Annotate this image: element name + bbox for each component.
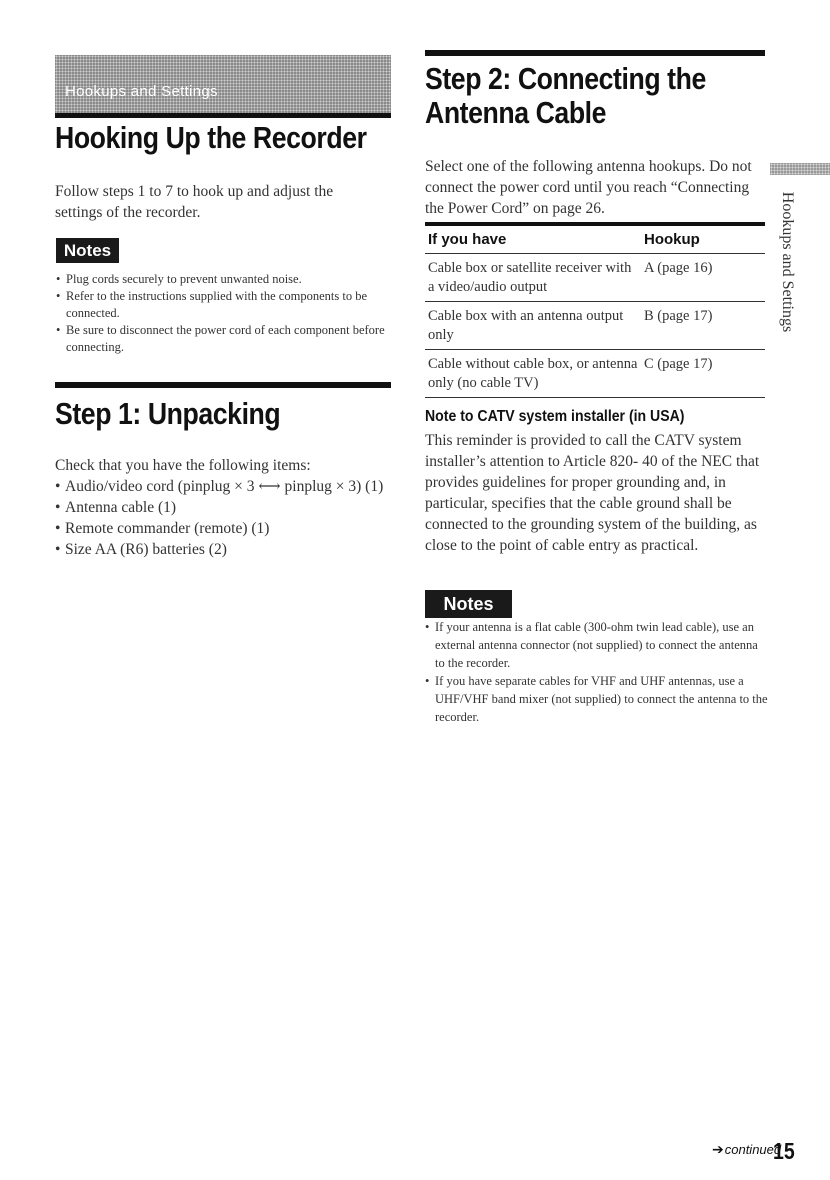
hooking-title: Hooking Up the Recorder (55, 120, 367, 155)
list-item: • Remote commander (remote) (1) (55, 518, 385, 539)
step2-notes-list (425, 618, 770, 726)
list-item: • Refer to the instructions supplied with the components to be connected. (56, 288, 396, 322)
list-item: • If your antenna is a flat cable (300-ohm twin lead cable), use an external antenna connector (not supplied) to connect the antenna to the recorder. (425, 618, 770, 672)
table-cell: A (page 16) (641, 254, 765, 302)
step1-intro: Check that you have the following items: (55, 457, 311, 474)
notes-badge: Notes (56, 238, 119, 263)
continued-label: continued (724, 1142, 782, 1157)
continued-indicator (712, 1141, 781, 1158)
table-header-cell: If you have (425, 224, 641, 254)
table-cell: Cable box with an antenna output only (425, 302, 641, 350)
table-header-cell: Hookup (641, 224, 765, 254)
table-cell: B (page 17) (641, 302, 765, 350)
page-number: 15 (773, 1138, 795, 1164)
side-tab-marker (770, 163, 830, 175)
step2-intro: Select one of the following antenna hookups. Do not connect the power cord until you reach “Connecting the Power Cord” on page 26. (425, 158, 752, 217)
catv-note-text: This reminder is provided to call the CATV system installer’s attention to Article 820- 40 of the NEC that provides guidelines for proper grounding and, in particular, specifies that the cable ground shall be connected to the grounding system of the building, as close to the point of cable entry as practical. (425, 432, 760, 554)
list-item: • Plug cords securely to prevent unwanted noise. (56, 271, 396, 288)
catv-note-heading: Note to CATV system installer (in USA) (425, 408, 685, 425)
side-tab-label: Hookups and Settings (779, 191, 796, 333)
hooking-intro: Follow steps 1 to 7 to hook up and adjust the settings of the recorder. (55, 183, 334, 221)
section-tab-rule (55, 113, 391, 118)
list-item: • Audio/video cord (pinplug × 3 ⟷ pinplug × 3) (1) (55, 476, 385, 497)
notes-badge: Notes (425, 590, 512, 618)
hookup-table (425, 222, 765, 398)
arrow-right-icon: ➔ (712, 1141, 724, 1157)
list-item: • Size AA (R6) batteries (2) (55, 539, 385, 560)
section-tab-label: Hookups and Settings (65, 83, 218, 100)
table-cell: Cable without cable box, or antenna only (no cable TV) (425, 350, 641, 398)
table-row (425, 350, 765, 398)
table-row (425, 302, 765, 350)
list-item: • Be sure to disconnect the power cord of each component before connecting. (56, 322, 396, 356)
table-header-row (425, 224, 765, 254)
table-row (425, 254, 765, 302)
section-tab (55, 55, 391, 113)
table-cell: C (page 17) (641, 350, 765, 398)
step1-rule (55, 382, 391, 388)
step1-title: Step 1: Unpacking (55, 396, 281, 431)
hooking-notes-list (56, 271, 396, 356)
table-cell: Cable box or satellite receiver with a video/audio output (425, 254, 641, 302)
step2-rule (425, 50, 765, 56)
step2-title: Step 2: Connecting the Antenna Cable (425, 61, 706, 130)
step1-items-list (55, 476, 385, 560)
list-item: • If you have separate cables for VHF and UHF antennas, use a UHF/VHF band mixer (not supplied) to connect the antenna to the recorder. (425, 672, 770, 726)
list-item: • Antenna cable (1) (55, 497, 385, 518)
